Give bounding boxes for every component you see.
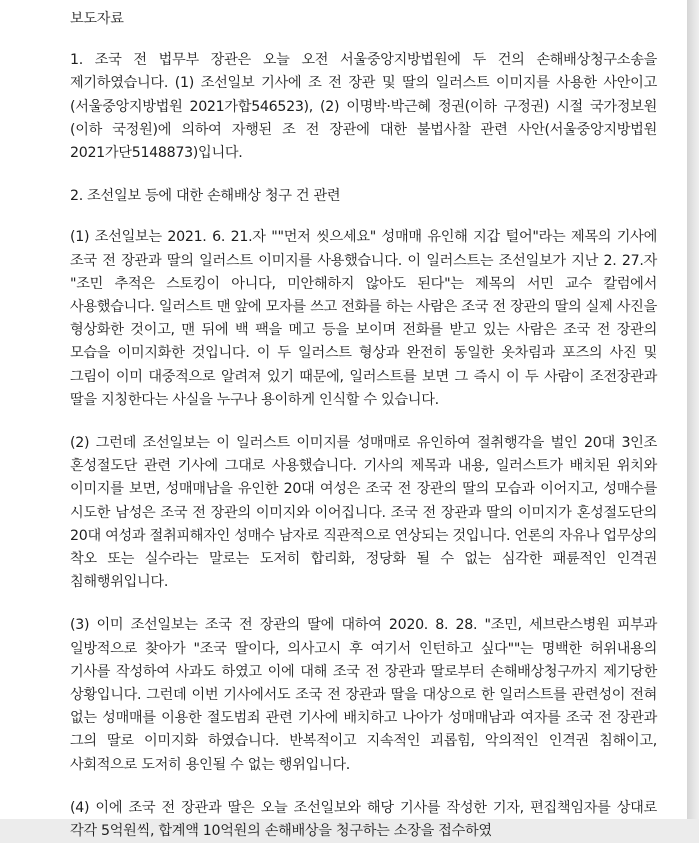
paragraph-point-4: (4) 이에 조국 전 장관과 딸은 오늘 조선일보와 해당 기사를 작성한 기자, 편집책임자를 상대로 각각 5억원씩, 합계액 10억원의 손해배상을 청구하는 소장을 접수하였 <box>70 799 657 840</box>
paragraph-point-2: (2) 그런데 조선일보는 이 일러스트 이미지를 성매매로 유인하여 절취행각을 벌인 20대 3인조 혼성절도단 관련 기사에 그대로 사용했습니다. 기사의 제목과 내용, 일러스트가 배치된 위치와 이미지를 보면, 성매매남을 유인한 20대 여성은 조국 전 장관의 딸의 모습과 이어지고, 성매수를 시도한 남성은 조국 전 장관의 이미지와 이어집니다. 조국 전 장관과 딸의 이미지가 혼성절도단의 20대 여성과 절취피해자인 성매수 남자로 직관적으로 연상되는 것입니다. 언론의 자유나 업무상의 착오 또는 실수라는 말로는 도저히 합리화, 정당화 될 수 없는 심각한 패륜적인 인격권 침해행위입니다. <box>70 435 657 591</box>
paragraph-lawsuit-overview: 1. 조국 전 법무부 장관은 오늘 오전 서울중앙지방법원에 두 건의 손해배상청구소송을 제기하였습니다. (1) 조선일보 기사에 조 전 장관 및 딸의 일러스트 이미지를 사용한 사안이고(서울중앙지방법원 2021가합546523), (2) 이명박·박근혜 정권(이하 구정권) 시절 국가정보원(이하 국정원)에 의하여 자행된 조 전 장관에 대한 불법사찰 관련 사안(서울중앙지방법원 2021가단5148873)입니다. <box>70 52 657 162</box>
document-title: 보도자료 <box>70 11 124 27</box>
paragraph-point-3: (3) 이미 조선일보는 조국 전 장관의 딸에 대하여 2020. 8. 28. "조민, 세브란스병원 피부과 일방적으로 찾아가 "조국 딸이다, 의사고시 후 여기서 인턴하고 싶다""는 명백한 허위내용의 기사를 작성하여 사과도 하였고 이에 대해 조국 전 장관과 딸로부터 손해배상청구까지 제기당한 상황입니다. 그런데 이번 기사에서도 조국 전 장관과 딸을 대상으로 한 일러스트를 관련성이 전혀 없는 성매매를 이용한 절도범죄 관련 기사에 배치하고 나아가 성매매남과 여자를 조국 전 장관과 그의 딸로 이미지화 하였습니다. 반복적이고 지속적인 괴롭힘, 악의적인 인격권 침해이고, 사회적으로 도저히 용인될 수 없는 행위입니다. <box>70 617 657 773</box>
page-edge-shadow <box>688 0 699 819</box>
paragraph-point-1: (1) 조선일보는 2021. 6. 21.자 ""먼저 씻으세요" 성매매 유인해 지갑 털어"라는 제목의 기사에 조국 전 장관과 딸의 일러스트 이미지를 사용했습니다. 이 일러스트는 조선일보가 지난 2. 27.자 "조민 추적은 스토킹이 아니다, 미안해하지 않아도 된다"는 제목의 서민 교수 칼럼에서 사용했습니다. 일러스트 맨 앞에 모자를 쓰고 전화를 하는 사람은 조국 전 장관의 딸의 실제 사진을 형상화한 것이고, 맨 뒤에 백 팩을 메고 등을 보이며 전화를 받고 있는 사람은 조국 전 장관의 모습을 이미지화한 것입니다. 이 두 일러스트 형상과 완전히 동일한 옷차림과 포즈의 사진 및 그림이 이미 대중적으로 알려져 있기 때문에, 일러스트를 보면 그 즉시 이 두 사람이 조전장관과 딸을 지칭한다는 사실을 누구나 용이하게 인식할 수 있습니다. <box>70 229 657 408</box>
section-heading-chosun: 2. 조선일보 등에 대한 손해배상 청구 건 관련 <box>70 188 341 205</box>
